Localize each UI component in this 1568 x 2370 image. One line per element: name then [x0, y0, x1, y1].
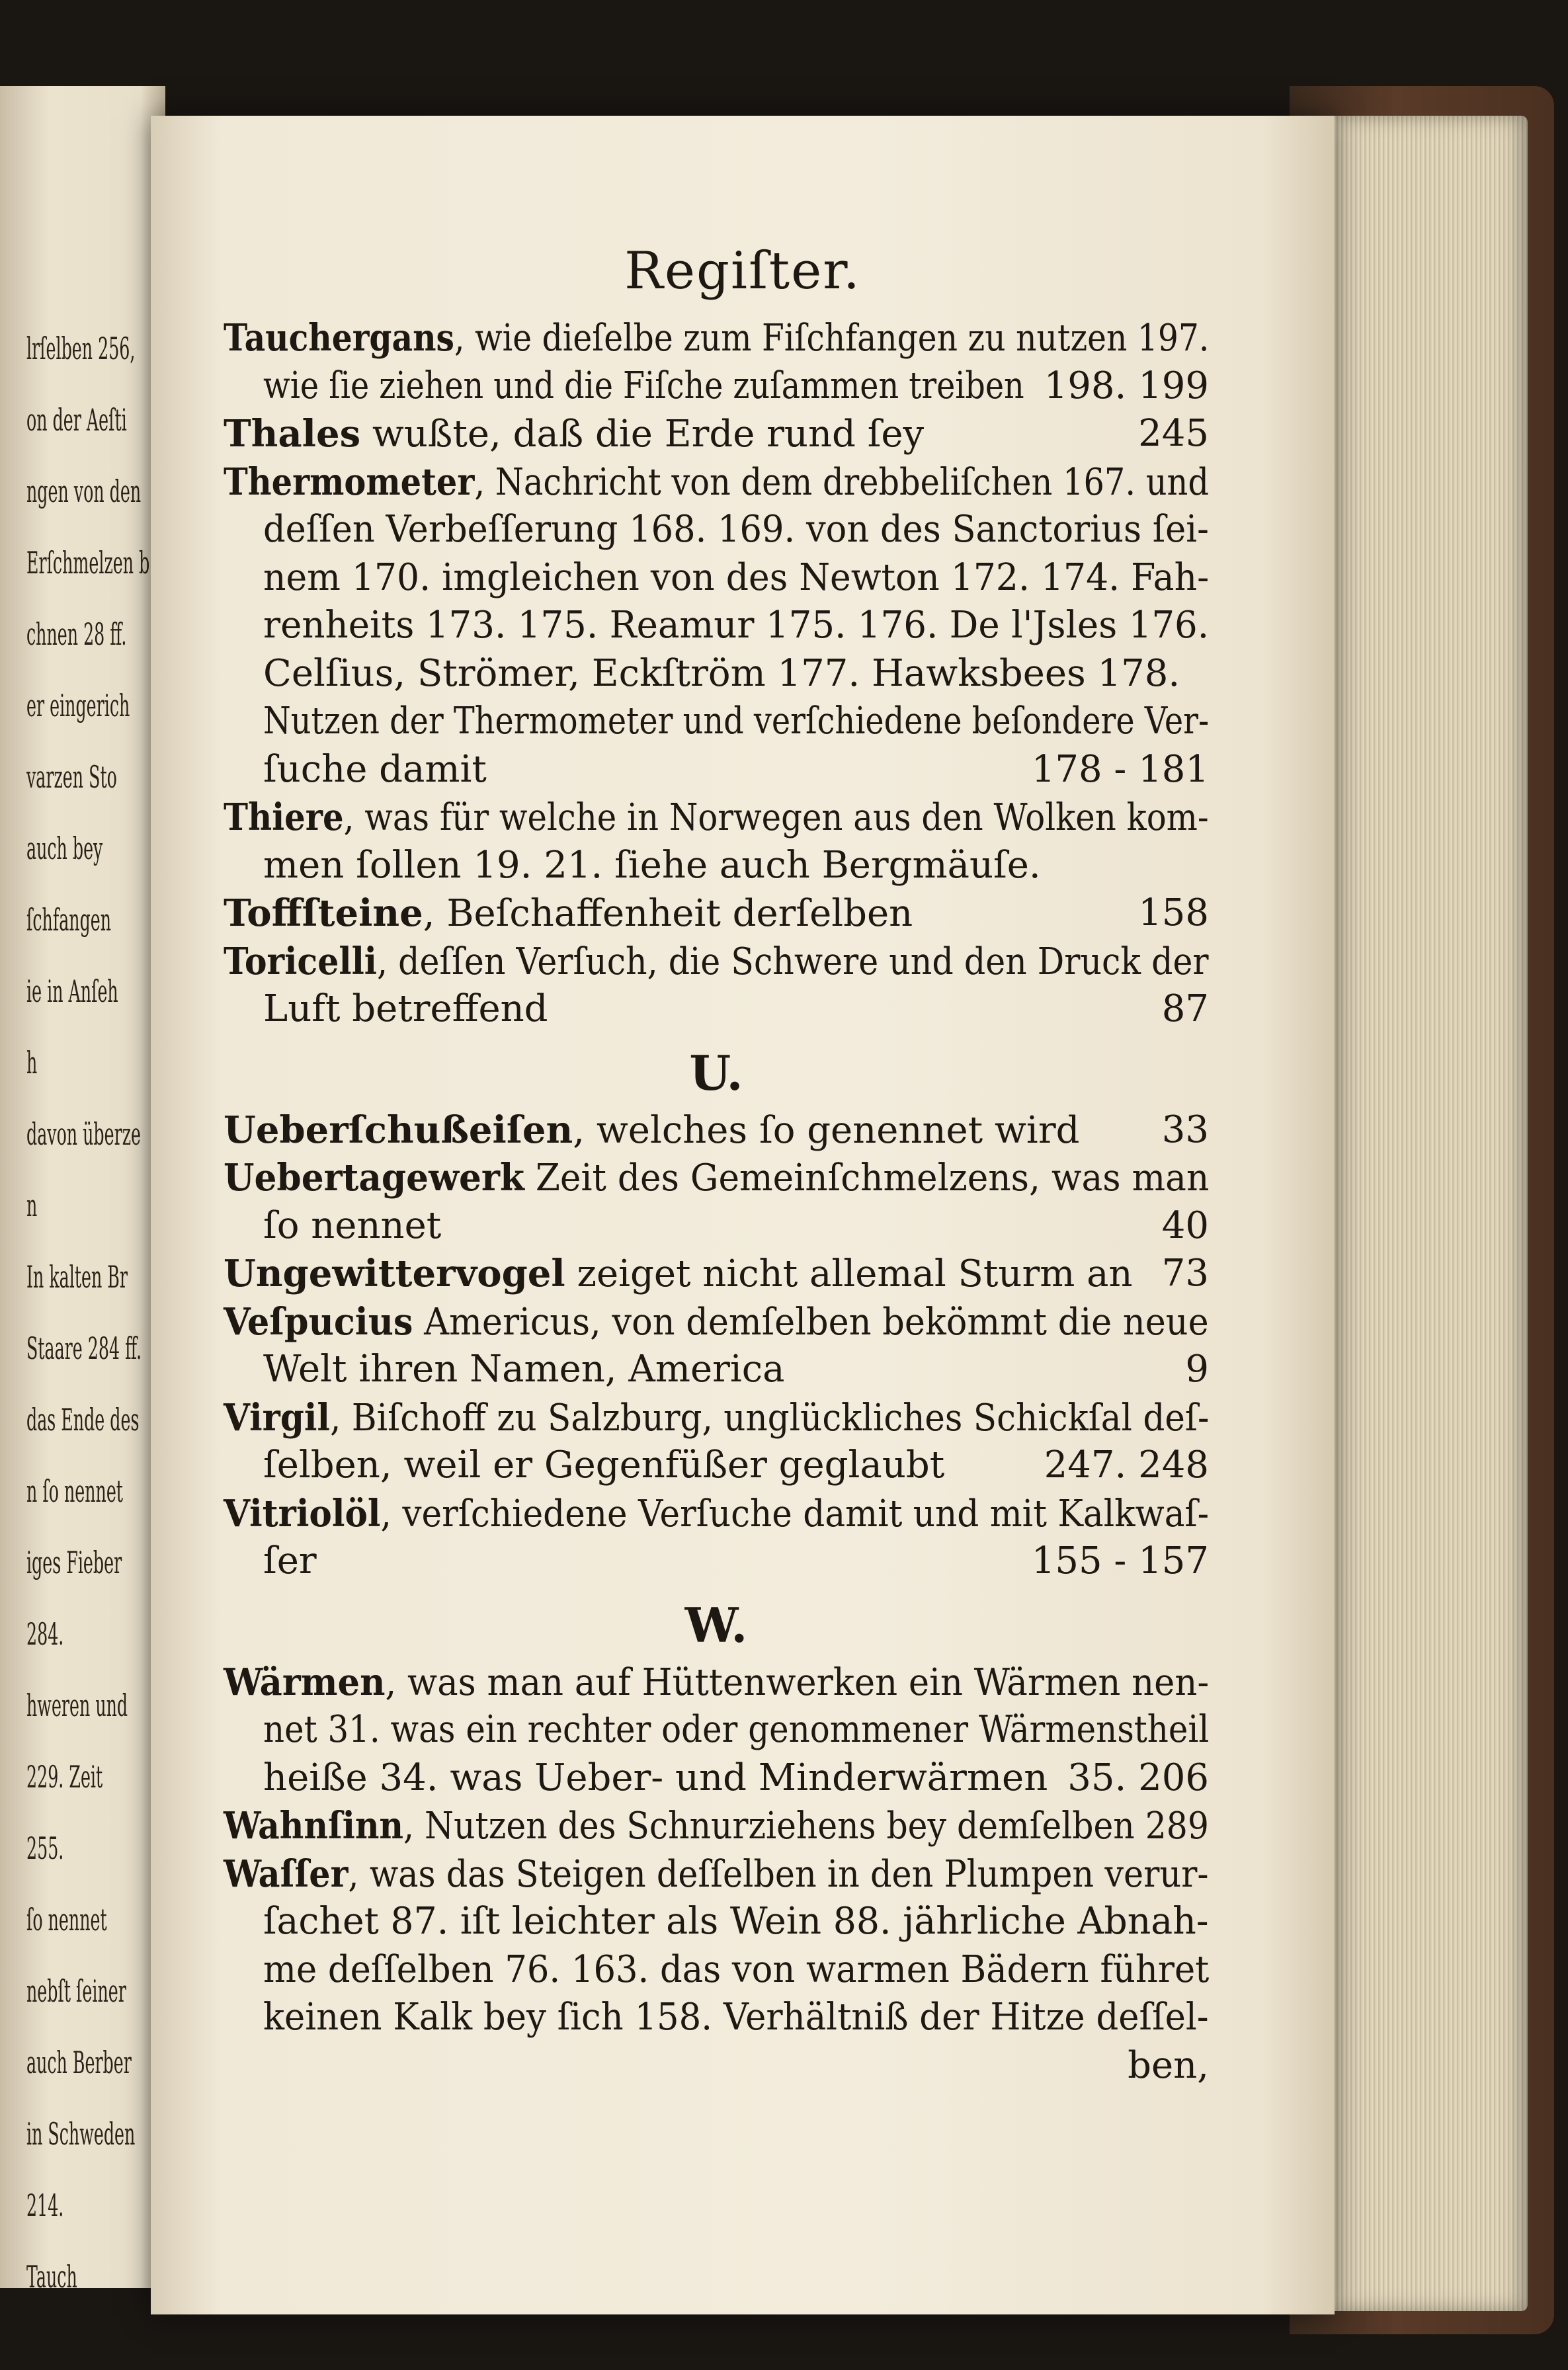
entry-text: Thiere, was für welche in Norwegen aus den Wolken kom- [224, 796, 1209, 839]
page-reference: ben, [1128, 2043, 1209, 2087]
page-reference: 40 [1161, 1204, 1209, 1247]
register-entry [224, 1658, 1209, 1707]
entry-text: Toricelli, deſſen Verſuch, die Schwere und den Druck der [224, 939, 1209, 983]
left-page-fragment: Staare 284 ff. [26, 1330, 142, 1366]
left-page-fragment: 229. Zeit [26, 1759, 103, 1795]
page-reference: 35. 206 [1067, 1756, 1209, 1799]
register-entry [224, 1490, 1209, 1538]
register-entry-continuation [224, 362, 1209, 411]
page-reference: 247. 248 [1044, 1444, 1209, 1487]
page-reference: 33 [1161, 1108, 1209, 1151]
page-reference: 178 - 181 [1031, 747, 1209, 791]
left-page-fragment: lrſelben 256, [26, 331, 136, 366]
entry-text: ſer [263, 1539, 317, 1582]
entry-headword: Toffſteine [224, 891, 423, 935]
register-entry-continuation [224, 506, 1209, 554]
register-entry [224, 458, 1209, 507]
entry-text: ſelben, weil er Gegenfüßer geglaubt [263, 1444, 945, 1487]
left-page-fragment: auch Berber [26, 2045, 132, 2080]
register-entry-continuation [224, 602, 1209, 650]
register-entry-continuation [224, 1346, 1209, 1394]
entry-text: me deſſelben 76. 163. das von warmen Bädern führet [263, 1947, 1210, 1991]
page-reference: 155 - 157 [1031, 1539, 1209, 1582]
entry-text: deſſen Verbeſſerung 168. 169. von des Sanctorius ſei- [263, 508, 1209, 551]
left-page-fragment: nebſt ſeiner [26, 1973, 126, 2009]
entry-text: keinen Kalk bey ſich 158. Verhältniß der Hitze deſſel- [263, 1996, 1209, 2039]
entry-headword: Ungewittervogel [224, 1252, 565, 1295]
entry-text: Welt ihren Namen, America [263, 1348, 785, 1391]
entry-text: ſachet 87. iſt leichter als Wein 88. jährliche Abnah- [263, 1900, 1209, 1943]
entry-text: Wahnſinn, Nutzen des Schnurziehens bey demſelben 289 [224, 1804, 1209, 1848]
entry-text: nem 170. imgleichen von des Newton 172. 174. Fah- [263, 555, 1210, 599]
register-entry [224, 1394, 1209, 1442]
entry-text: ſuche damit [263, 747, 487, 791]
register-entry-continuation [224, 1994, 1209, 2042]
register-entry-continuation [224, 1946, 1209, 1994]
left-page-fragment: Tauch [26, 2259, 77, 2288]
entry-text: Veſpucius Americus, von demſelben bekömmt die neue [224, 1299, 1209, 1344]
left-page-fragment: ie in Anſeh [26, 973, 118, 1009]
register-entry [224, 410, 1209, 458]
register-entry-continuation [224, 650, 1209, 698]
register-entry-continuation [224, 554, 1209, 602]
register-entry [224, 1154, 1209, 1202]
entry-text: wie ſie ziehen und die Fiſche zuſammen treiben [263, 364, 1024, 407]
register-entry-continuation [224, 985, 1209, 1034]
left-page [0, 86, 165, 2288]
left-page-fragment: varzen Sto [26, 759, 117, 795]
left-page-fragment: er eingerich [26, 688, 130, 723]
entry-text: Thales wußte, daß die Erde rund ſey [224, 412, 925, 456]
register-entry-continuation [224, 1706, 1209, 1754]
entry-text: Thermometer, Nachricht von dem drebbeliſchen 167. und [224, 460, 1210, 504]
entry-headword: Tauchergans [224, 316, 454, 360]
left-page-fragment: davon überze [26, 1116, 142, 1152]
register-entry-continuation [224, 1754, 1209, 1803]
entry-headword: Thiere [224, 796, 344, 839]
entry-text: Wärmen, was man auf Hüttenwerken ein Wärmen nen- [224, 1660, 1210, 1704]
register-entry [224, 1250, 1209, 1298]
left-page-fragment: h [26, 1045, 38, 1081]
register-entry-continuation [224, 746, 1209, 794]
entry-headword: Waſſer [224, 1852, 349, 1896]
register-entry-continuation [224, 2042, 1209, 2090]
page-reference: 73 [1161, 1252, 1209, 1295]
left-page-fragment: iges Fieber [26, 1545, 122, 1580]
left-page-fragment: 284. [26, 1616, 64, 1652]
page-reference: 198. 199 [1044, 364, 1209, 407]
page-reference: 9 [1185, 1348, 1209, 1391]
entry-headword: Uebertagewerk [224, 1156, 524, 1200]
register-entry-continuation [224, 698, 1209, 746]
register-entry [224, 938, 1209, 986]
register-entry-continuation [224, 1202, 1209, 1250]
entry-text: Tauchergans, wie dieſelbe zum Fiſchfangen zu nutzen 197. [224, 316, 1210, 360]
entry-headword: Thermometer [224, 460, 475, 504]
entry-headword: Virgil [224, 1395, 331, 1440]
left-page-fragment: das Ende des [26, 1402, 140, 1438]
entry-headword: Toricelli [224, 939, 378, 983]
section-letter: U. [689, 1044, 743, 1101]
entry-text: Vitriolöl, verſchiedene Verſuche damit und mit Kalkwaſ- [224, 1491, 1210, 1535]
entry-text: Celſius, Strömer, Eckſtröm 177. Hawksbees 178. [263, 651, 1180, 695]
page-reference: 158 [1138, 891, 1209, 934]
left-page-fragment: hweren und [26, 1688, 128, 1723]
register-entry [224, 1106, 1209, 1155]
section-letter: W. [684, 1596, 748, 1653]
entry-text: Virgil, Biſchoff zu Salzburg, unglückliches Schickſal deſ- [224, 1395, 1210, 1440]
register-entry-continuation [224, 1898, 1209, 1946]
left-page-fragment: in Schweden [26, 2116, 136, 2152]
register-entry [224, 794, 1209, 842]
entry-text: net 31. was ein rechter oder genommener Wärmenstheil [263, 1708, 1210, 1751]
register-entries [224, 314, 1209, 2090]
left-page-fragment: auch bey [26, 831, 103, 866]
page-reference: 87 [1161, 987, 1209, 1030]
left-page-fragment: In kalten Br [26, 1259, 128, 1295]
entry-text: men ſollen 19. 21. ſiehe auch Bergmäuſe. [263, 843, 1041, 887]
entry-text: renheits 173. 175. Reamur 175. 176. De l'Jsles 176. [263, 604, 1210, 647]
register-entry [224, 314, 1209, 362]
right-page [151, 116, 1335, 2314]
entry-headword: Veſpucius [224, 1299, 413, 1344]
register-entry [224, 889, 1209, 938]
left-page-fragment: ngen von den [26, 473, 142, 509]
entry-text: Uebertagewerk Zeit des Gemeinſchmelzens, was man [224, 1156, 1210, 1200]
entry-text: Ueberſchußeiſen, welches ſo genennet wird [224, 1108, 1080, 1152]
left-page-fragment: n [26, 1188, 38, 1223]
entry-headword: Vitriolöl [224, 1491, 381, 1535]
entry-headword: Thales [224, 412, 361, 456]
entry-text: Luft betreffend [263, 987, 548, 1030]
register-entry-continuation [224, 842, 1209, 890]
left-page-fragment: 255. [26, 1830, 64, 1866]
left-page-fragment: ſo nennet [26, 1902, 107, 1938]
left-page-fragment: 214. [26, 2187, 64, 2223]
register-entry [224, 1850, 1209, 1899]
register-entry [224, 1298, 1209, 1346]
register-entry-continuation [224, 1537, 1209, 1586]
left-page-fragment: Erſchmelzen b [26, 545, 150, 581]
register-entry-continuation [224, 1442, 1209, 1490]
entry-text: ſo nennet [263, 1204, 442, 1247]
entry-text: Toffſteine, Beſchaffenheit derſelben [224, 891, 913, 935]
left-page-fragment: n ſo nennet [26, 1473, 123, 1509]
left-page-fragment: ſchfangen [26, 902, 112, 938]
entry-text: Ungewittervogel zeiget nicht allemal Sturm an [224, 1252, 1133, 1295]
left-page-fragment: on der Aeſti [26, 402, 127, 438]
entry-headword: Wahnſinn [224, 1804, 404, 1848]
page-reference: 245 [1138, 412, 1209, 455]
register-entry [224, 1802, 1209, 1850]
page-header: Regiſter. [624, 241, 861, 301]
left-page-fragment: chnen 28 ff. [26, 616, 127, 652]
entry-text: heiße 34. was Ueber- und Minderwärmen [263, 1756, 1048, 1799]
entry-headword: Wärmen [224, 1660, 386, 1704]
entry-text: Waſſer, was das Steigen deſſelben in den Plumpen verur- [224, 1852, 1209, 1896]
page-edges [1329, 116, 1528, 2311]
entry-text: Nutzen der Thermometer und verſchiedene beſondere Ver- [263, 700, 1210, 743]
entry-headword: Ueberſchußeiſen [224, 1108, 573, 1152]
